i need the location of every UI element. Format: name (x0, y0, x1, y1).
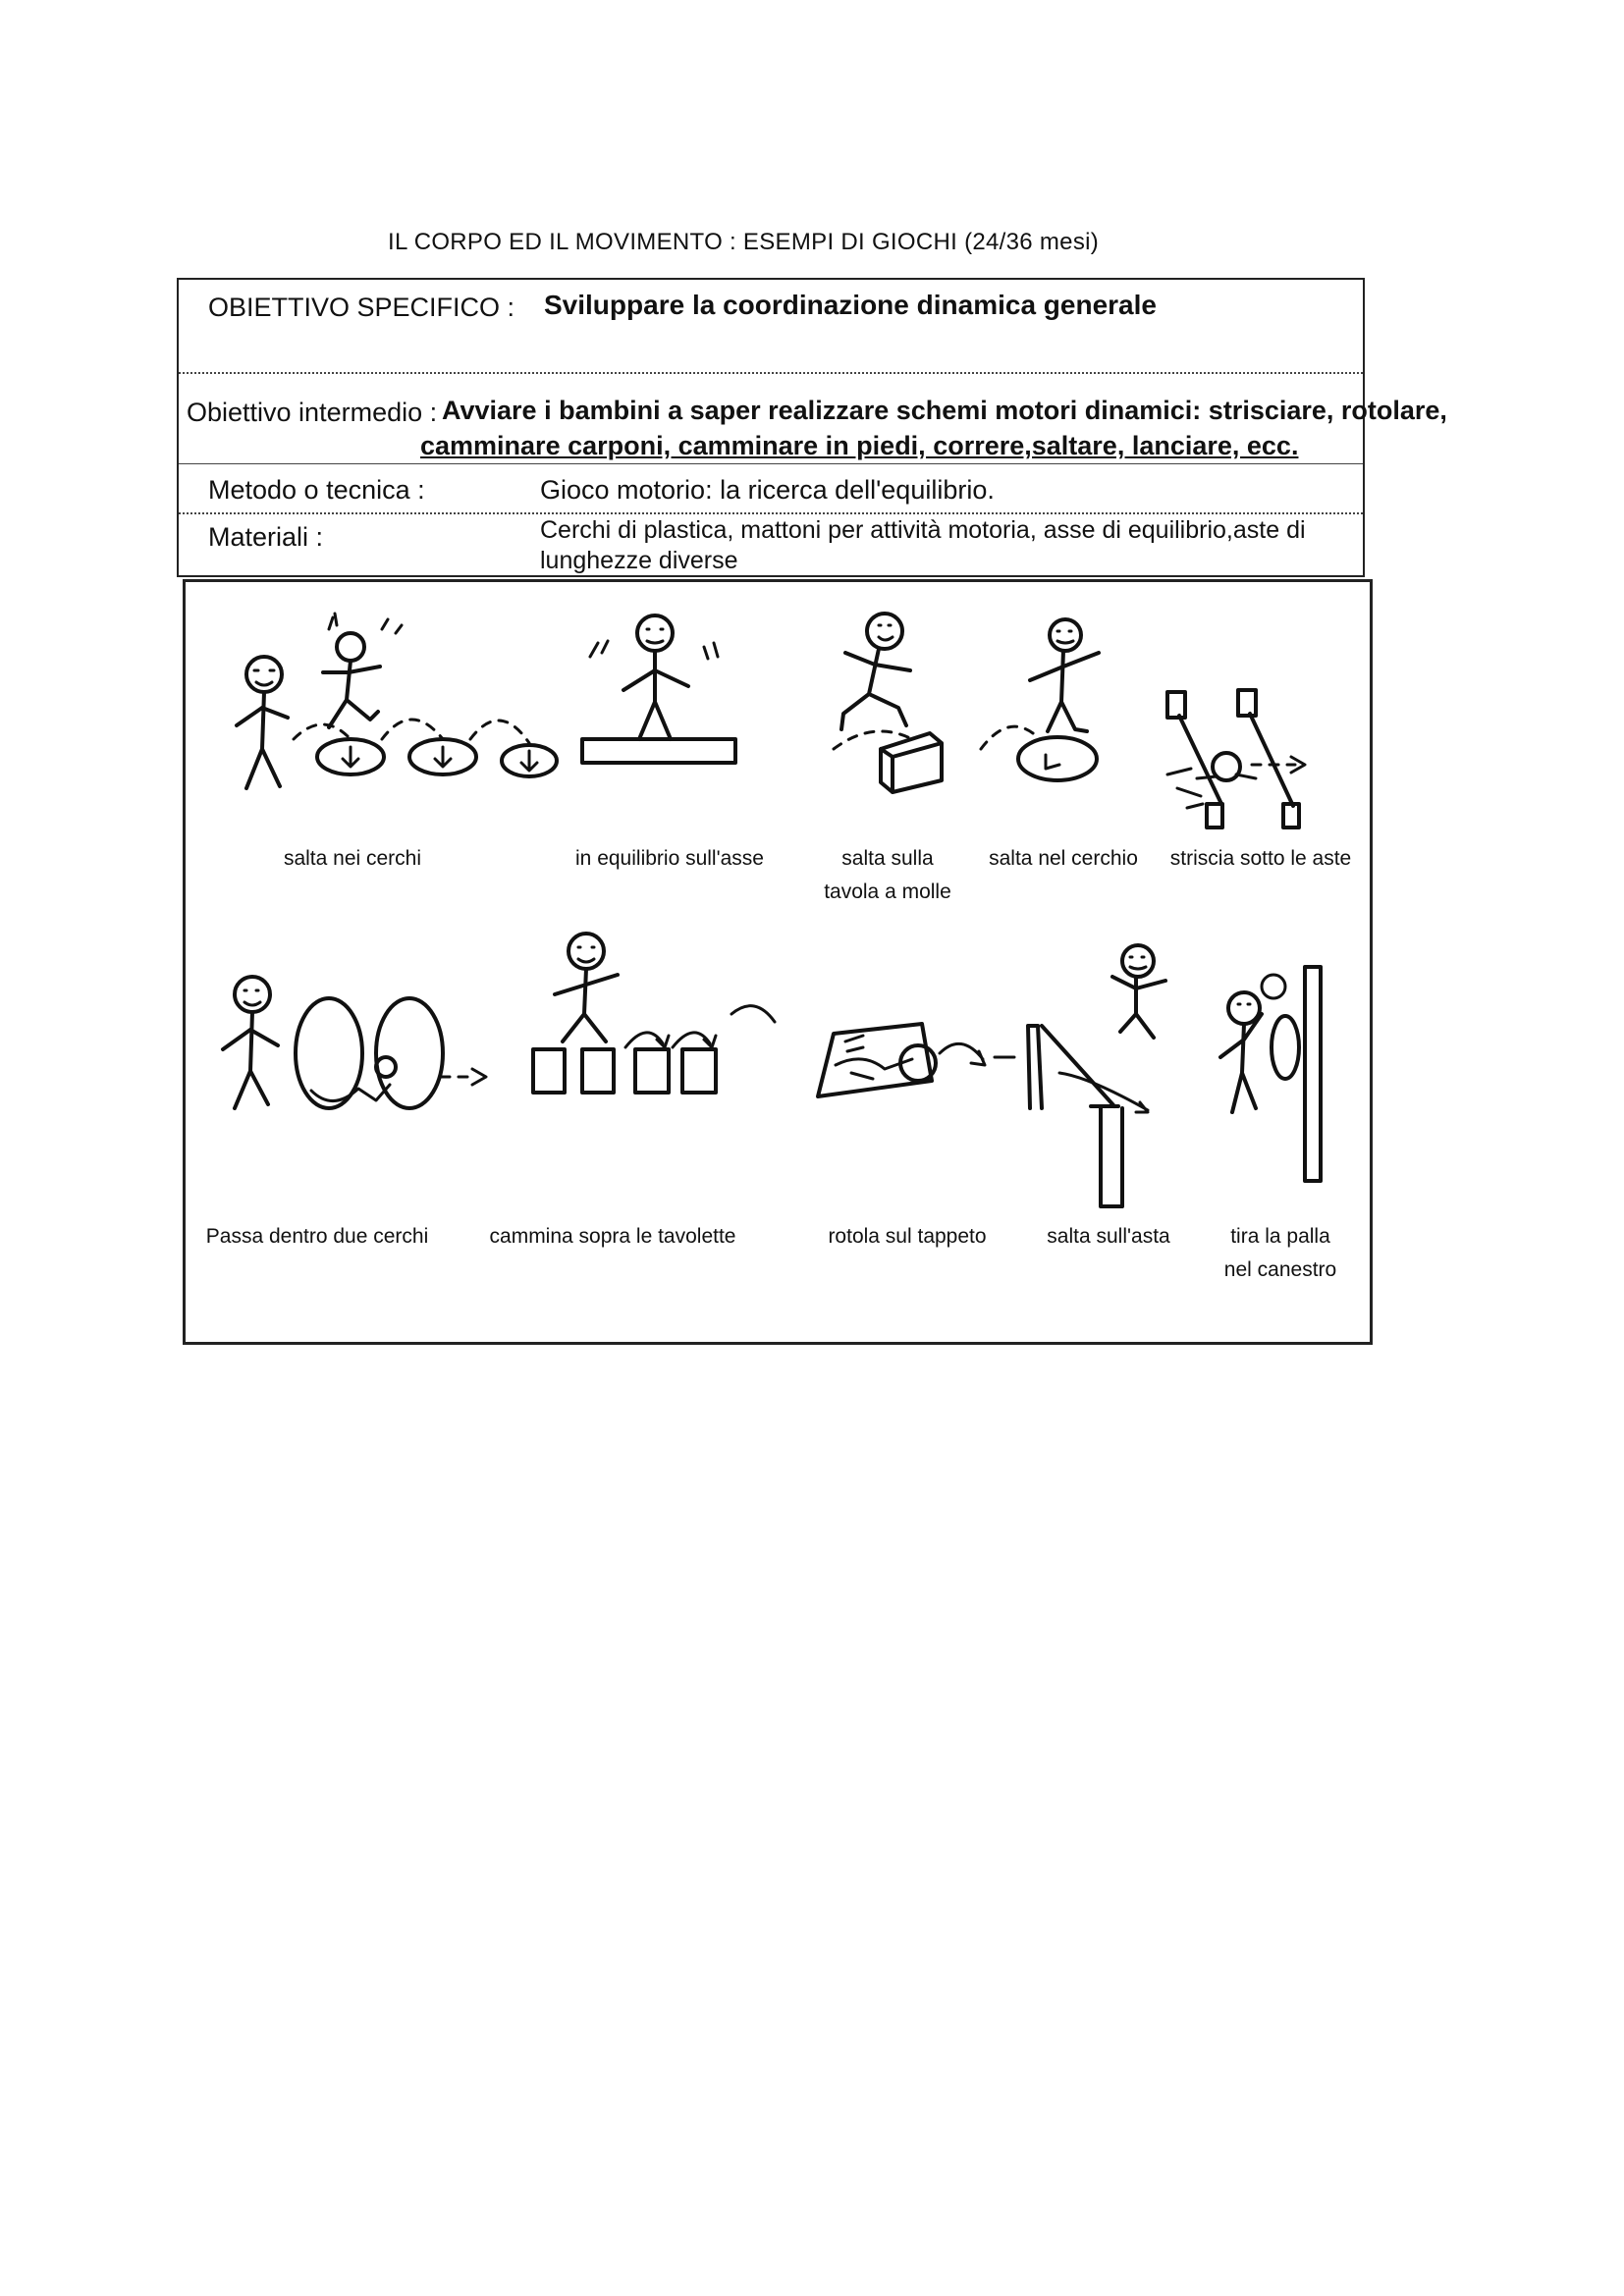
page-title: IL CORPO ED IL MOVIMENTO : ESEMPI DI GIOCHI (24/36 mesi) (388, 229, 1100, 256)
caption-line: salta sulla (841, 847, 934, 870)
caption-line: salta nel cerchio (989, 847, 1138, 870)
caption-tavolette (480, 1220, 745, 1254)
caption-line: tavola a molle (824, 881, 951, 903)
caption-line: salta sull'asta (1047, 1225, 1170, 1248)
caption-line: Passa dentro due cerchi (205, 1225, 429, 1248)
row-divider (179, 512, 1363, 514)
caption-asta (1030, 1220, 1187, 1254)
hoops-on-ground (294, 720, 557, 776)
caption-line: rotola sul tappeto (828, 1225, 987, 1248)
caption-due-cerchi (189, 1220, 445, 1254)
child-springboard-figure (834, 614, 942, 792)
caption-salta-nel-cerchio (975, 842, 1152, 876)
caption-salta-nei-cerchi (225, 842, 480, 876)
child-two-hoops-figure (223, 977, 486, 1108)
caption-line: striscia sotto le aste (1169, 847, 1352, 870)
jumping-child-figure (323, 614, 402, 727)
caption-line: tira la palla (1230, 1225, 1330, 1248)
materiali-label: Materiali : (208, 522, 324, 552)
standing-child-figure (237, 657, 288, 788)
caption-line: nel canestro (1223, 1258, 1337, 1281)
metodo-value: Gioco motorio: la ricerca dell'equilibrio. (540, 475, 995, 505)
obiettivo-specifico-label: OBIETTIVO SPECIFICO : (208, 293, 515, 322)
caption-line: in equilibrio sull'asse (575, 847, 764, 870)
metodo-label: Metodo o tecnica : (208, 475, 425, 505)
row-divider (179, 372, 1363, 374)
obiettivo-intermedio-label: Obiettivo intermedio : (187, 398, 438, 427)
caption-canestro (1207, 1220, 1354, 1287)
child-hoop-figure (981, 619, 1099, 780)
caption-line: cammina sopra le tavolette (489, 1225, 736, 1248)
child-pole-figure (995, 945, 1165, 1206)
child-blocks-figure (533, 934, 775, 1093)
illustrations-panel (183, 579, 1373, 1345)
caption-tavola-a-molle (814, 842, 961, 909)
caption-line: salta nei cerchi (283, 847, 422, 870)
caption-tappeto (814, 1220, 1001, 1254)
row-divider (179, 463, 1363, 464)
activity-form-table (177, 278, 1447, 577)
materiali-value-line2: lunghezze diverse (540, 547, 738, 574)
caption-striscia-aste (1158, 842, 1364, 876)
caption-equilibrio-asse (557, 842, 783, 876)
obiettivo-intermedio-value-line2: camminare carponi, camminare in piedi, correre,saltare, lanciare, ecc. (420, 431, 1299, 460)
materiali-value-line1: Cerchi di plastica, mattoni per attività motoria, asse di equilibrio,aste di (540, 516, 1306, 544)
obiettivo-specifico-value: Sviluppare la coordinazione dinamica generale (544, 290, 1157, 320)
child-mat-figure (818, 1024, 985, 1096)
obiettivo-intermedio-value-line1: Avviare i bambini a saper realizzare schemi motori dinamici: strisciare, rotolare, (442, 396, 1447, 425)
child-on-beam-figure (582, 615, 735, 763)
child-basket-figure (1220, 967, 1321, 1181)
child-crawl-figure (1167, 690, 1305, 828)
